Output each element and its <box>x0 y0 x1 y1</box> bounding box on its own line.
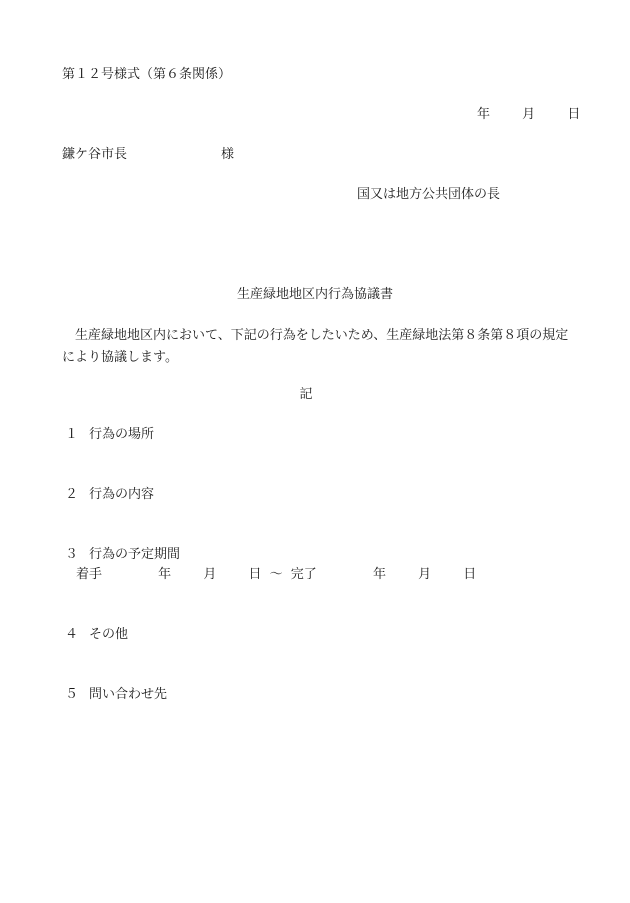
sender-name: 国又は地方公共団体の長 <box>357 187 501 202</box>
item-number: ２ <box>65 487 79 502</box>
item-content <box>65 486 154 504</box>
date-month: 月 <box>522 107 536 122</box>
item-number: ５ <box>65 687 79 702</box>
end-label: 完了 <box>290 567 317 582</box>
period-line <box>76 566 476 584</box>
tilde: ～ <box>269 567 283 582</box>
ki-heading: 記 <box>299 387 313 402</box>
date-year: 年 <box>477 107 491 122</box>
item-number: ３ <box>65 547 79 562</box>
date-line <box>477 106 580 124</box>
item-number: ４ <box>65 627 79 642</box>
item-label: 問い合わせ先 <box>89 687 168 702</box>
item-label: 行為の場所 <box>89 427 155 442</box>
item-label: 行為の内容 <box>89 487 155 502</box>
addressee-line <box>62 146 234 164</box>
document-title: 生産緑地地区内行為協議書 <box>236 287 393 302</box>
date-day: 日 <box>567 107 581 122</box>
form-number: 第１２号様式（第６条関係） <box>62 67 232 82</box>
end-year: 年 <box>372 567 386 582</box>
item-location <box>65 426 154 444</box>
end-day: 日 <box>463 567 477 582</box>
body-text: 生産緑地地区内において、下記の行為をしたいため、生産緑地法第８条第８項の規定により協議します。 <box>62 328 569 365</box>
item-number: １ <box>65 427 79 442</box>
start-day: 日 <box>248 567 262 582</box>
item-contact <box>65 686 167 704</box>
addressee-honorific: 様 <box>221 147 235 162</box>
item-label: その他 <box>89 627 129 642</box>
start-year: 年 <box>158 567 172 582</box>
item-period <box>65 546 180 564</box>
item-label: 行為の予定期間 <box>89 547 181 562</box>
start-month: 月 <box>203 567 217 582</box>
start-label: 着手 <box>76 567 103 582</box>
end-month: 月 <box>418 567 432 582</box>
addressee-name: 鎌ケ谷市長 <box>62 147 128 162</box>
item-other <box>65 626 128 644</box>
